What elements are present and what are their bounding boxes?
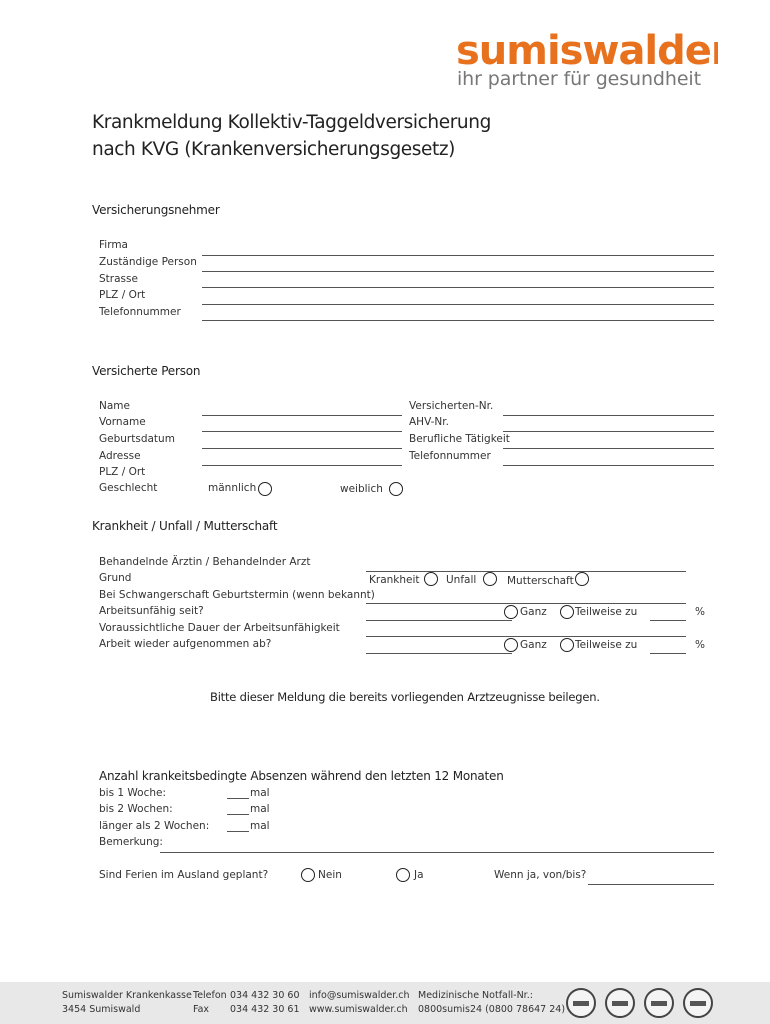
label-weiblich: weiblich [340,483,383,495]
input-laenger-als-2-wochen[interactable] [227,831,249,832]
label-mal-3: mal [250,820,270,832]
input-telefonnummer[interactable] [202,320,714,321]
input-voraussichtliche-dauer[interactable] [366,636,686,637]
logo-wordmark: sumiswalder [456,28,718,72]
certification-seal-3-icon [644,988,674,1018]
label-name: Name [99,400,130,412]
certification-seal-1-icon [566,988,596,1018]
form-title-line1: Krankmeldung Kollektiv-Taggeldversicherung [92,112,491,133]
radio-teilweise-wieder[interactable] [560,638,574,652]
input-vorname[interactable] [202,431,402,432]
input-ferien-von-bis[interactable] [588,884,714,885]
label-geburtstermin: Bei Schwangerschaft Geburtstermin (wenn bekannt) [99,589,375,601]
form-title-line2: nach KVG (Krankenversicherungsgesetz) [92,139,455,160]
label-plz-ort-person: PLZ / Ort [99,466,146,478]
input-prozent-seit[interactable] [650,620,686,621]
label-bemerkung: Bemerkung: [99,836,163,848]
brand-logo [456,26,718,72]
label-firma: Firma [99,239,128,251]
input-bis-2-wochen[interactable] [227,814,249,815]
radio-ganz-seit[interactable] [504,605,518,619]
label-versicherten-nr: Versicherten-Nr. [409,400,494,412]
input-strasse[interactable] [202,287,714,288]
footer-address: 3454 Sumiswald [62,1004,141,1015]
label-prozent-seit: % [695,606,705,618]
label-adresse: Adresse [99,450,141,462]
label-arbeit-wieder-aufgenommen: Arbeit wieder aufgenommen ab? [99,638,272,650]
label-vorname: Vorname [99,416,146,428]
input-ahv-nr[interactable] [503,431,714,432]
footer-web[interactable]: www.sumiswalder.ch [309,1004,408,1015]
label-teilweise-seit: Teilweise zu [575,606,638,618]
input-bemerkung[interactable] [160,852,714,853]
label-option-unfall: Unfall [446,574,477,586]
section-heading-absenzen: Anzahl krankeitsbedingte Absenzen während den letzten 12 Monaten [99,769,504,783]
section-heading-versicherte-person: Versicherte Person [92,364,201,378]
label-berufliche-taetigkeit: Berufliche Tätigkeit [409,433,510,445]
label-maennlich: männlich [208,482,257,494]
label-mal-2: mal [250,803,270,815]
label-geschlecht: Geschlecht [99,482,158,494]
input-prozent-wieder[interactable] [650,653,686,654]
label-prozent-wieder: % [695,639,705,651]
input-behandelnde-aerztin[interactable] [366,571,686,572]
radio-mutterschaft[interactable] [575,572,589,586]
label-telefonnummer-person: Telefonnummer [409,450,491,462]
input-plz-ort[interactable] [202,304,714,305]
note-arztzeugnisse: Bitte dieser Meldung die bereits vorliegenden Arztzeugnisse beilegen. [210,690,600,704]
footer-fax: 034 432 30 61 [230,1004,300,1015]
input-name[interactable] [202,415,402,416]
input-telefonnummer-person[interactable] [503,465,714,466]
footer-notfall: 0800sumis24 (0800 78647 24) [418,1004,566,1015]
label-mal-1: mal [250,787,270,799]
input-geburtsdatum[interactable] [202,448,402,449]
label-arbeitsunfaehig-seit: Arbeitsunfähig seit? [99,605,204,617]
radio-ferien-ja[interactable] [396,868,410,882]
label-bis-2-wochen: bis 2 Wochen: [99,803,173,815]
label-behandelnde-aerztin: Behandelnde Ärztin / Behandelnder Arzt [99,556,311,568]
input-arbeit-wieder-aufgenommen[interactable] [366,653,512,654]
label-ferien-nein: Nein [318,869,342,881]
label-geburtsdatum: Geburtsdatum [99,433,175,445]
label-ganz-seit: Ganz [520,606,547,618]
input-arbeitsunfaehig-seit[interactable] [366,620,512,621]
input-berufliche-taetigkeit[interactable] [503,448,714,449]
footer-notfall-label: Medizinische Notfall-Nr.: [418,990,533,1001]
section-heading-krankheit: Krankheit / Unfall / Mutterschaft [92,519,278,533]
footer-email[interactable]: info@sumiswalder.ch [309,990,410,1001]
brand-tagline: ihr partner für gesundheit [457,68,701,90]
certification-seal-2-icon [605,988,635,1018]
label-laenger-als-2-wochen: länger als 2 Wochen: [99,820,210,832]
label-zustaendige-person: Zuständige Person [99,256,197,268]
input-adresse[interactable] [202,465,402,466]
input-versicherten-nr[interactable] [503,415,714,416]
section-heading-versicherungsnehmer: Versicherungsnehmer [92,203,220,217]
label-telefonnummer: Telefonnummer [99,306,181,318]
radio-ferien-nein[interactable] [301,868,315,882]
input-bis-1-woche[interactable] [227,798,249,799]
page-footer [0,982,770,1024]
label-option-mutterschaft: Mutterschaft [507,575,574,587]
label-ferien-ja: Ja [414,869,424,881]
input-geburtstermin[interactable] [366,603,686,604]
label-strasse: Strasse [99,273,138,285]
label-wenn-ja-von-bis: Wenn ja, von/bis? [494,869,587,881]
radio-maennlich[interactable] [258,482,272,496]
sumiswalder-logo-icon [456,26,718,72]
input-zustaendige-person[interactable] [202,271,714,272]
label-voraussichtliche-dauer: Voraussichtliche Dauer der Arbeitsunfähigkeit [99,622,340,634]
input-firma[interactable] [202,255,714,256]
radio-ganz-wieder[interactable] [504,638,518,652]
label-grund: Grund [99,572,132,584]
label-teilweise-wieder: Teilweise zu [575,639,638,651]
label-bis-1-woche: bis 1 Woche: [99,787,167,799]
footer-telefon: 034 432 30 60 [230,990,300,1001]
footer-fax-label: Fax [193,1004,210,1015]
footer-telefon-label: Telefon [193,990,227,1001]
label-ahv-nr: AHV-Nr. [409,416,449,428]
footer-company: Sumiswalder Krankenkasse [62,990,192,1001]
radio-unfall[interactable] [483,572,497,586]
radio-weiblich[interactable] [389,482,403,496]
certification-seal-4-icon [683,988,713,1018]
radio-krankheit[interactable] [424,572,438,586]
label-ferien-ausland: Sind Ferien im Ausland geplant? [99,869,269,881]
radio-teilweise-seit[interactable] [560,605,574,619]
label-ganz-wieder: Ganz [520,639,547,651]
label-plz-ort: PLZ / Ort [99,289,146,301]
label-option-krankheit: Krankheit [369,574,420,586]
